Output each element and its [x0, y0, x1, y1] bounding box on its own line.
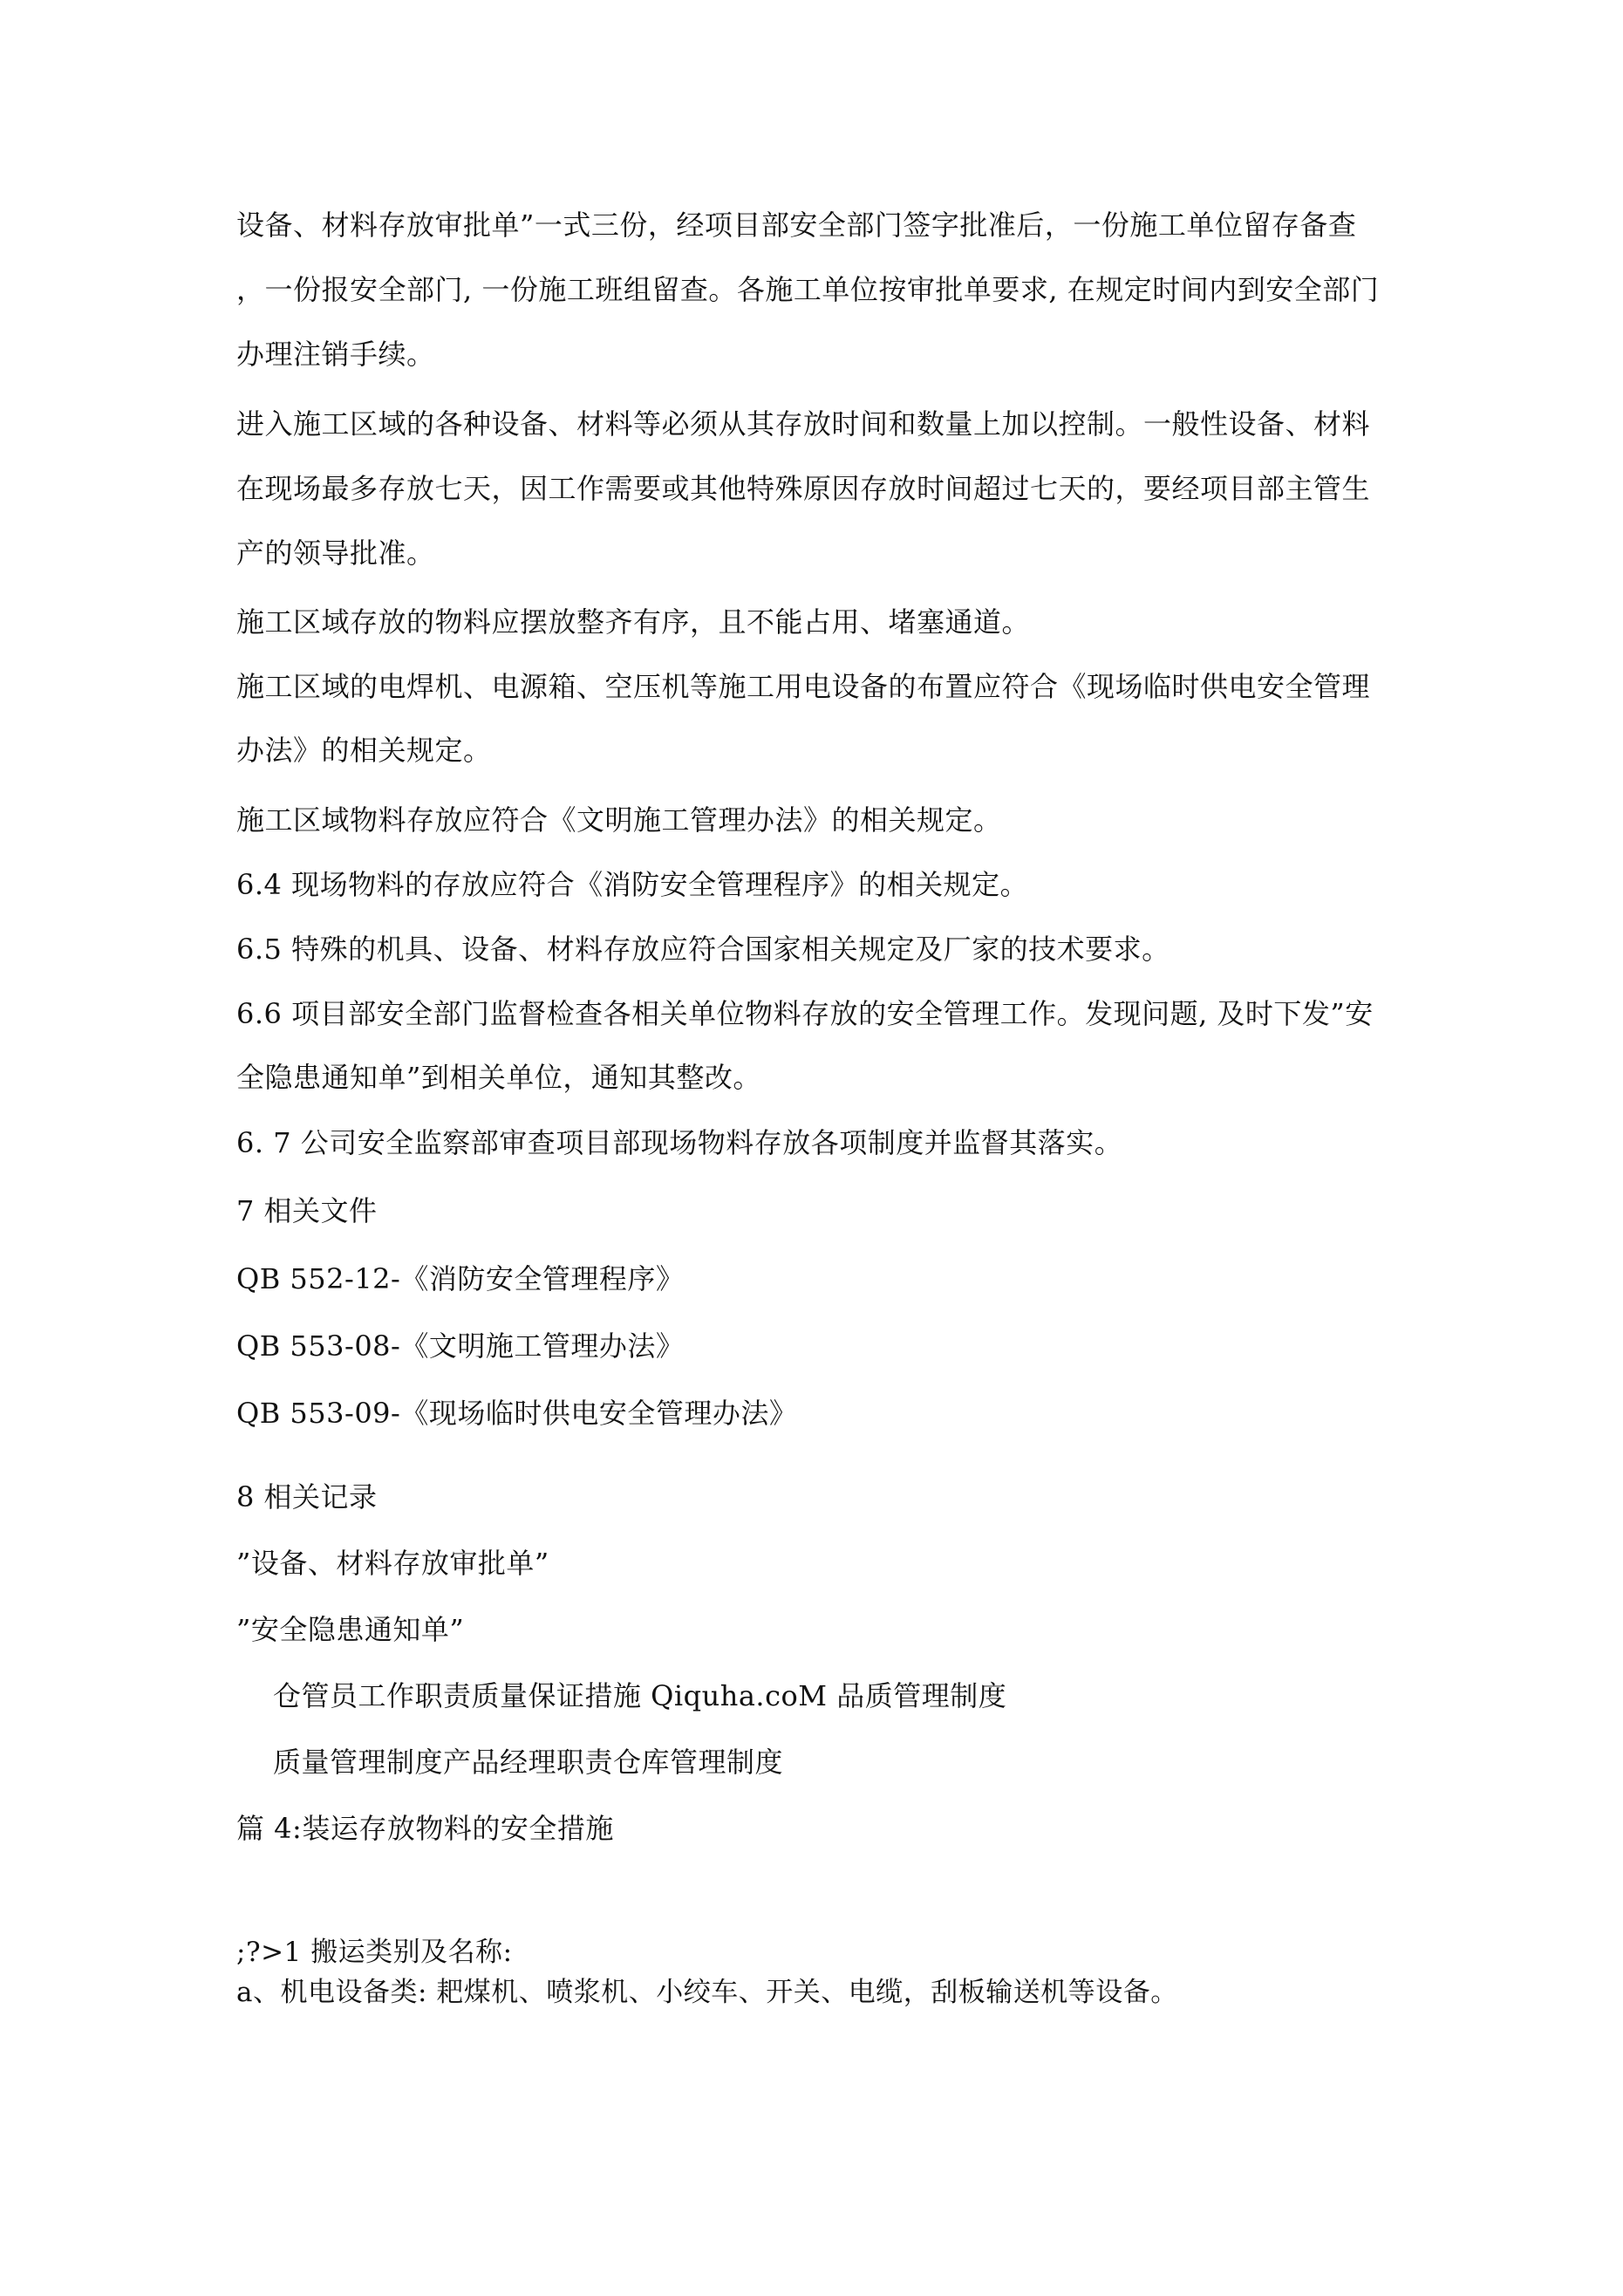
- text-line: 施工区域存放的物料应摆放整齐有序，且不能占用、堵塞通道。: [236, 605, 1031, 639]
- text-line: ，一份报安全部门, 一份施工班组留查。各施工单位按审批单要求, 在规定时间内到安全部门: [236, 273, 1380, 306]
- text-line: a、机电设备类: 耙煤机、喷浆机、小绞车、开关、电缆，刮板输送机等设备。: [236, 1977, 1178, 2008]
- text-line: 施工区域物料存放应符合《文明施工管理办法》的相关规定。: [236, 803, 1002, 837]
- record-item: ”设备、材料存放审批单”: [236, 1547, 549, 1580]
- clause-6-5: 6.5 特殊的机具、设备、材料存放应符合国家相关规定及厂家的技术要求。: [236, 933, 1170, 966]
- text-line: 办法》的相关规定。: [236, 734, 492, 767]
- reference-item: QB 553-09-《现场临时供电安全管理办法》: [236, 1397, 798, 1430]
- reference-item: QB 553-08-《文明施工管理办法》: [236, 1329, 685, 1363]
- clause-6-7: 6. 7 公司安全监察部审查项目部现场物料存放各项制度并监督其落实。: [236, 1126, 1123, 1159]
- text-line: 办理注销手续。: [236, 338, 435, 371]
- text-line: 进入施工区域的各种设备、材料等必须从其存放时间和数量上加以控制。一般性设备、材料: [236, 407, 1371, 441]
- article-title: 篇 4:装运存放物料的安全措施: [236, 1812, 614, 1845]
- reference-item: QB 552-12-《消防安全管理程序》: [236, 1262, 685, 1295]
- clause-6-4: 6.4 现场物料的存放应符合《消防安全管理程序》的相关规定。: [236, 868, 1029, 901]
- text-line: 设备、材料存放审批单”一式三份，经项目部安全部门签字批准后，一份施工单位留存备查: [236, 208, 1357, 242]
- related-link-line: 质量管理制度产品经理职责仓库管理制度: [273, 1746, 784, 1779]
- section-heading-8: 8 相关记录: [236, 1480, 378, 1514]
- record-item: ”安全隐患通知单”: [236, 1613, 465, 1646]
- text-line: 全隐患通知单”到相关单位，通知其整改。: [236, 1061, 761, 1094]
- text-line: 在现场最多存放七天，因工作需要或其他特殊原因存放时间超过七天的，要经项目部主管生: [236, 472, 1371, 505]
- subheading: ;?>1 搬运类别及名称:: [236, 1937, 513, 1968]
- text-line: 产的领导批准。: [236, 536, 435, 570]
- section-heading-7: 7 相关文件: [236, 1194, 378, 1227]
- text-line: 施工区域的电焊机、电源箱、空压机等施工用电设备的布置应符合《现场临时供电安全管理: [236, 670, 1371, 703]
- clause-6-6: 6.6 项目部安全部门监督检查各相关单位物料存放的安全管理工作。发现问题, 及时下发”安: [236, 997, 1374, 1030]
- related-link-line: 仓管员工作职责质量保证措施 Qiquha.coM 品质管理制度: [273, 1679, 1007, 1712]
